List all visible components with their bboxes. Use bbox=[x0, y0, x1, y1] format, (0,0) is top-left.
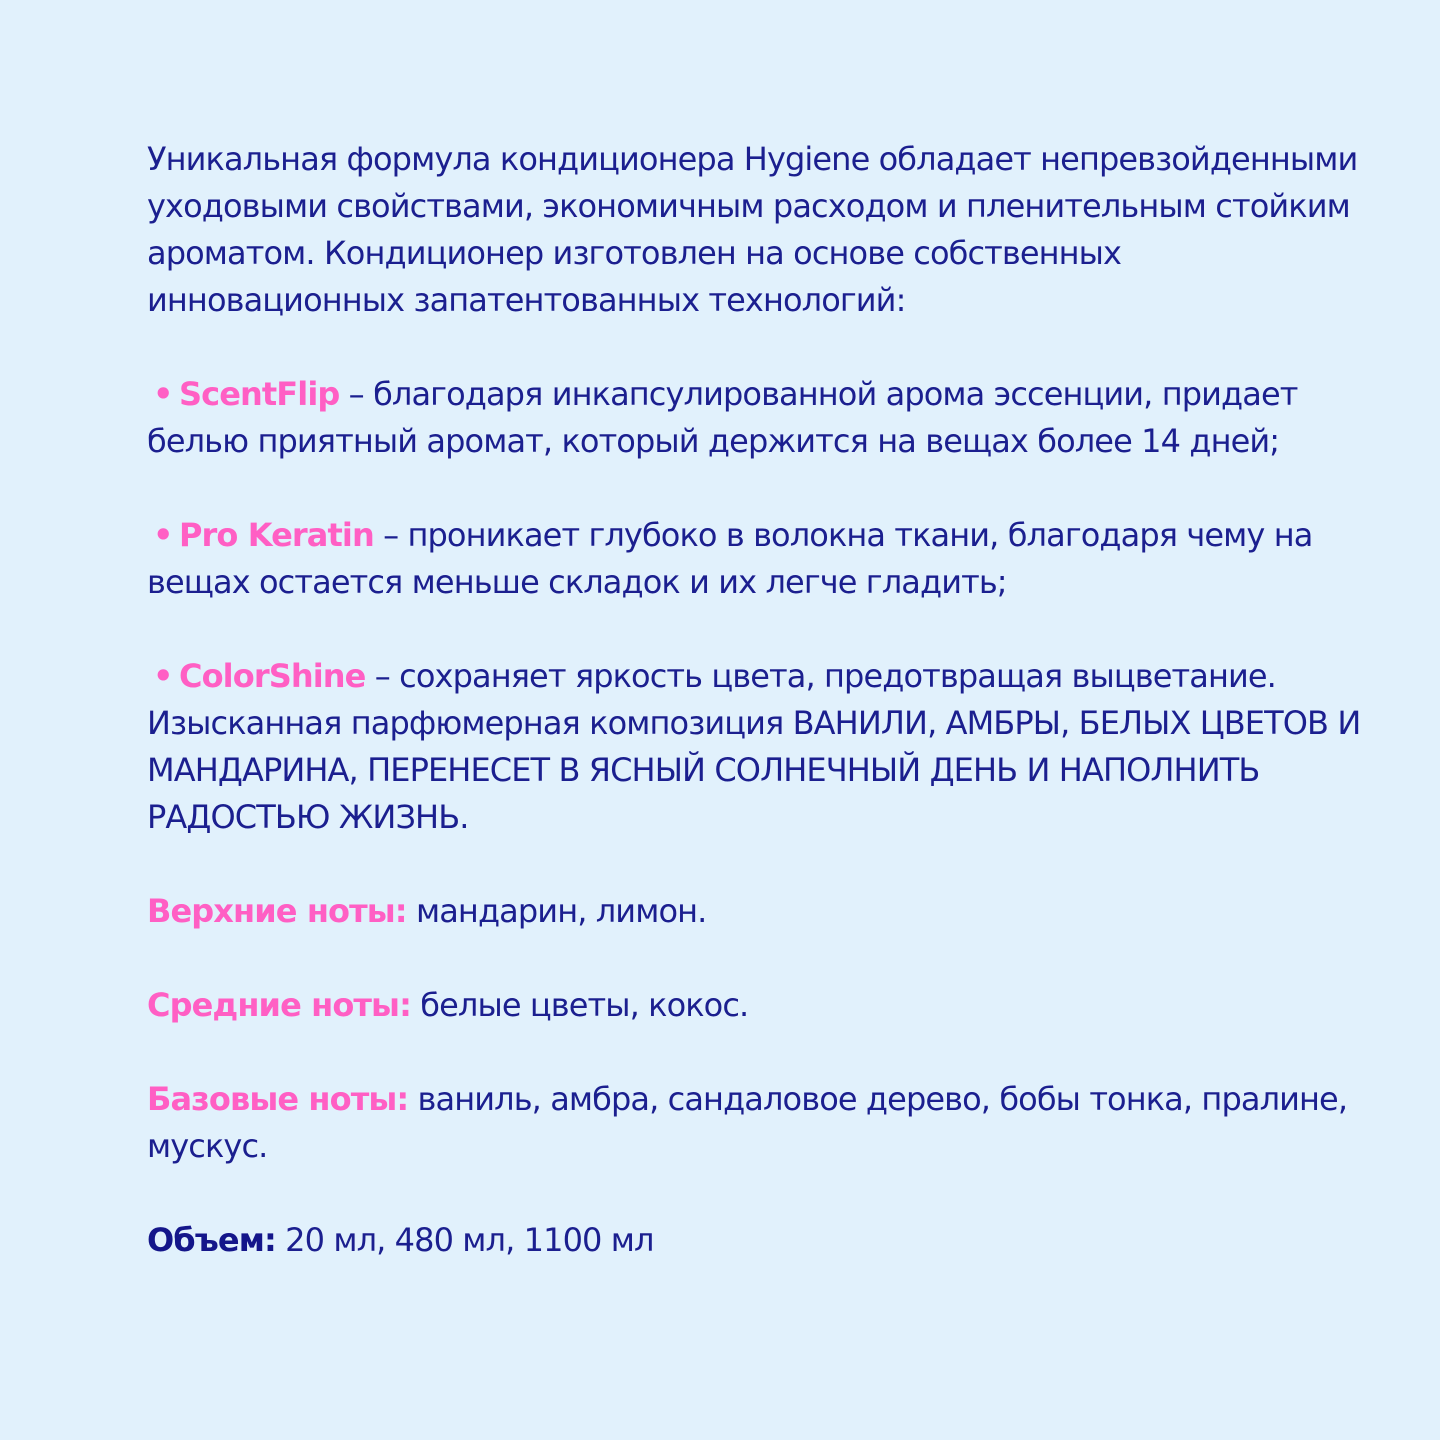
top-notes bbox=[147, 888, 1387, 935]
base-notes-value: ваниль, амбра, сандаловое дерево, бобы тонка, пралине, мускус. bbox=[147, 1080, 1348, 1165]
volume-line bbox=[147, 1217, 1387, 1264]
spacer bbox=[147, 1170, 1387, 1217]
middle-notes-label: Средние ноты: bbox=[147, 986, 411, 1024]
top-notes-label: Верхние ноты: bbox=[147, 892, 407, 930]
spacer bbox=[147, 935, 1387, 982]
feature-scentflip bbox=[147, 371, 1387, 465]
feature-pro-keratin bbox=[147, 512, 1387, 606]
spacer bbox=[147, 324, 1387, 371]
feature-text: благодаря инкапсулированной арома эссенции, придает белью приятный аромат, который держится на вещах более 14 дней; bbox=[147, 375, 1298, 460]
feature-name: Pro Keratin bbox=[179, 516, 374, 554]
bullet-icon: • bbox=[153, 375, 173, 413]
feature-text: сохраняет яркость цвета, предотвращая выцветание. Изысканная парфюмерная композиция ВАНИЛИ, АМБРЫ, БЕЛЫХ ЦВЕТОВ И МАНДАРИНА, ПЕРЕНЕСЕТ В ЯСНЫЙ СОЛНЕЧНЫЙ ДЕНЬ И НАПОЛНИТЬ РАДОСТЬЮ ЖИЗНЬ. bbox=[147, 657, 1361, 836]
bullet-icon: • bbox=[153, 657, 173, 695]
feature-dash: – bbox=[339, 375, 374, 413]
intro-paragraph: Уникальная формула кондиционера Hygiene обладает непревзойденными уходовыми свойствами, экономичным расходом и пленительным стойким ароматом. Кондиционер изготовлен на основе собственных инновационных запатентованных технологий: bbox=[147, 140, 1358, 319]
volume-value: 20 мл, 480 мл, 1100 мл bbox=[275, 1221, 654, 1259]
spacer bbox=[147, 1029, 1387, 1076]
top-notes-value: мандарин, лимон. bbox=[406, 892, 707, 930]
feature-colorshine bbox=[147, 653, 1387, 841]
feature-name: ColorShine bbox=[179, 657, 366, 695]
feature-text: проникает глубоко в волокна ткани, благодаря чему на вещах остается меньше складок и их легче гладить; bbox=[147, 516, 1313, 601]
middle-notes-value: белые цветы, кокос. bbox=[411, 986, 749, 1024]
product-description bbox=[147, 136, 1387, 1264]
base-notes-label: Базовые ноты: bbox=[147, 1080, 409, 1118]
volume-label: Объем: bbox=[147, 1221, 276, 1259]
spacer bbox=[147, 606, 1387, 653]
feature-dash: – bbox=[373, 516, 408, 554]
spacer bbox=[147, 465, 1387, 512]
spacer bbox=[147, 841, 1387, 888]
feature-dash: – bbox=[365, 657, 400, 695]
bullet-icon: • bbox=[153, 516, 173, 554]
feature-name: ScentFlip bbox=[179, 375, 340, 413]
middle-notes bbox=[147, 982, 1387, 1029]
base-notes bbox=[147, 1076, 1387, 1170]
